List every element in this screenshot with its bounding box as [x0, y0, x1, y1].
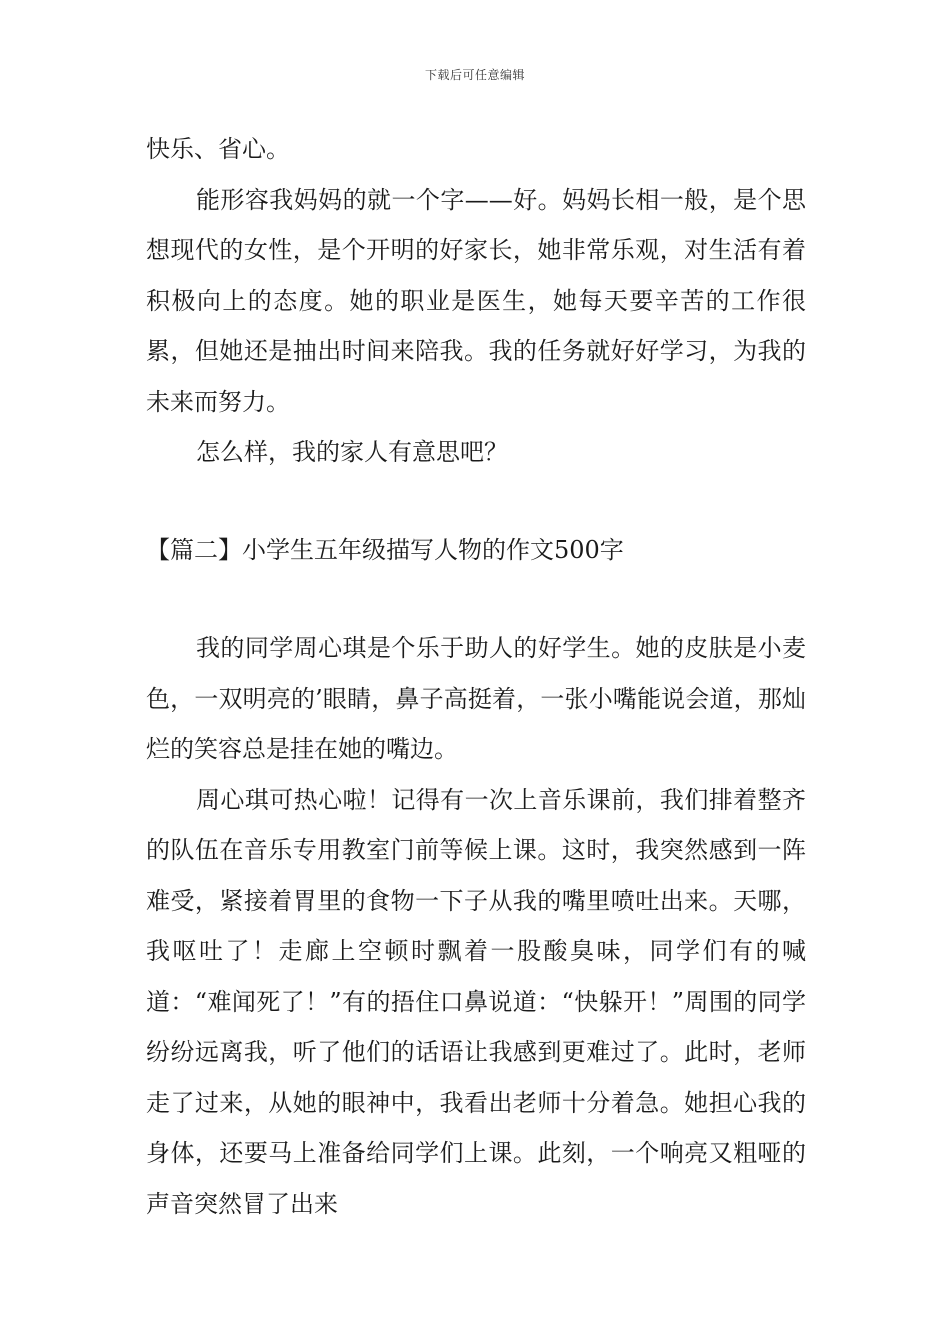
- document-body: [146, 124, 806, 1229]
- spacer: [146, 478, 806, 525]
- paragraph-mother: 能形容我妈妈的就一个字——好。妈妈长相一般，是个思想现代的女性，是个开明的好家长，她非常乐观，对生活有着积极向上的态度。她的职业是医生，她每天要辛苦的工作很累，但她还是抽出时间来陪我。我的任务就好好学习，为我的未来而努力。: [146, 185, 806, 416]
- spacer: [146, 575, 806, 623]
- page-header-note: 下载后可任意编辑: [424, 68, 525, 82]
- section-title: 【篇二】小学生五年级描写人物的作文500字: [146, 535, 624, 564]
- paragraph-classmate-intro: 我的同学周心琪是个乐于助人的好学生。她的皮肤是小麦色，一双明亮的’眼睛，鼻子高挺着，一张小嘴能说会道，那灿烂的笑容总是挂在她的嘴边。: [146, 634, 806, 763]
- paragraph-closing: 怎么样，我的家人有意思吧？: [196, 438, 508, 466]
- paragraph-classmate-story: 周心琪可热心啦！记得有一次上音乐课前，我们排着整齐的队伍在音乐专用教室门前等候上课。这时，我突然感到一阵难受，紧接着胃里的食物一下子从我的嘴里喷吐出来。天哪，我呕吐了！走廊上空顿时飘着一股酸臭味，同学们有的喊道：“难闻死了！”有的捂住口鼻说道：“快躲开！”周围的同学纷纷远离我，听了他们的话语让我感到更难过了。此时，老师走了过来，从她的眼神中，我看出老师十分着急。她担心我的身体，还要马上准备给同学们上课。此刻，一个响亮又粗哑的声音突然冒了出来: [146, 785, 806, 1218]
- paragraph-continuation: 快乐、省心。: [146, 135, 290, 163]
